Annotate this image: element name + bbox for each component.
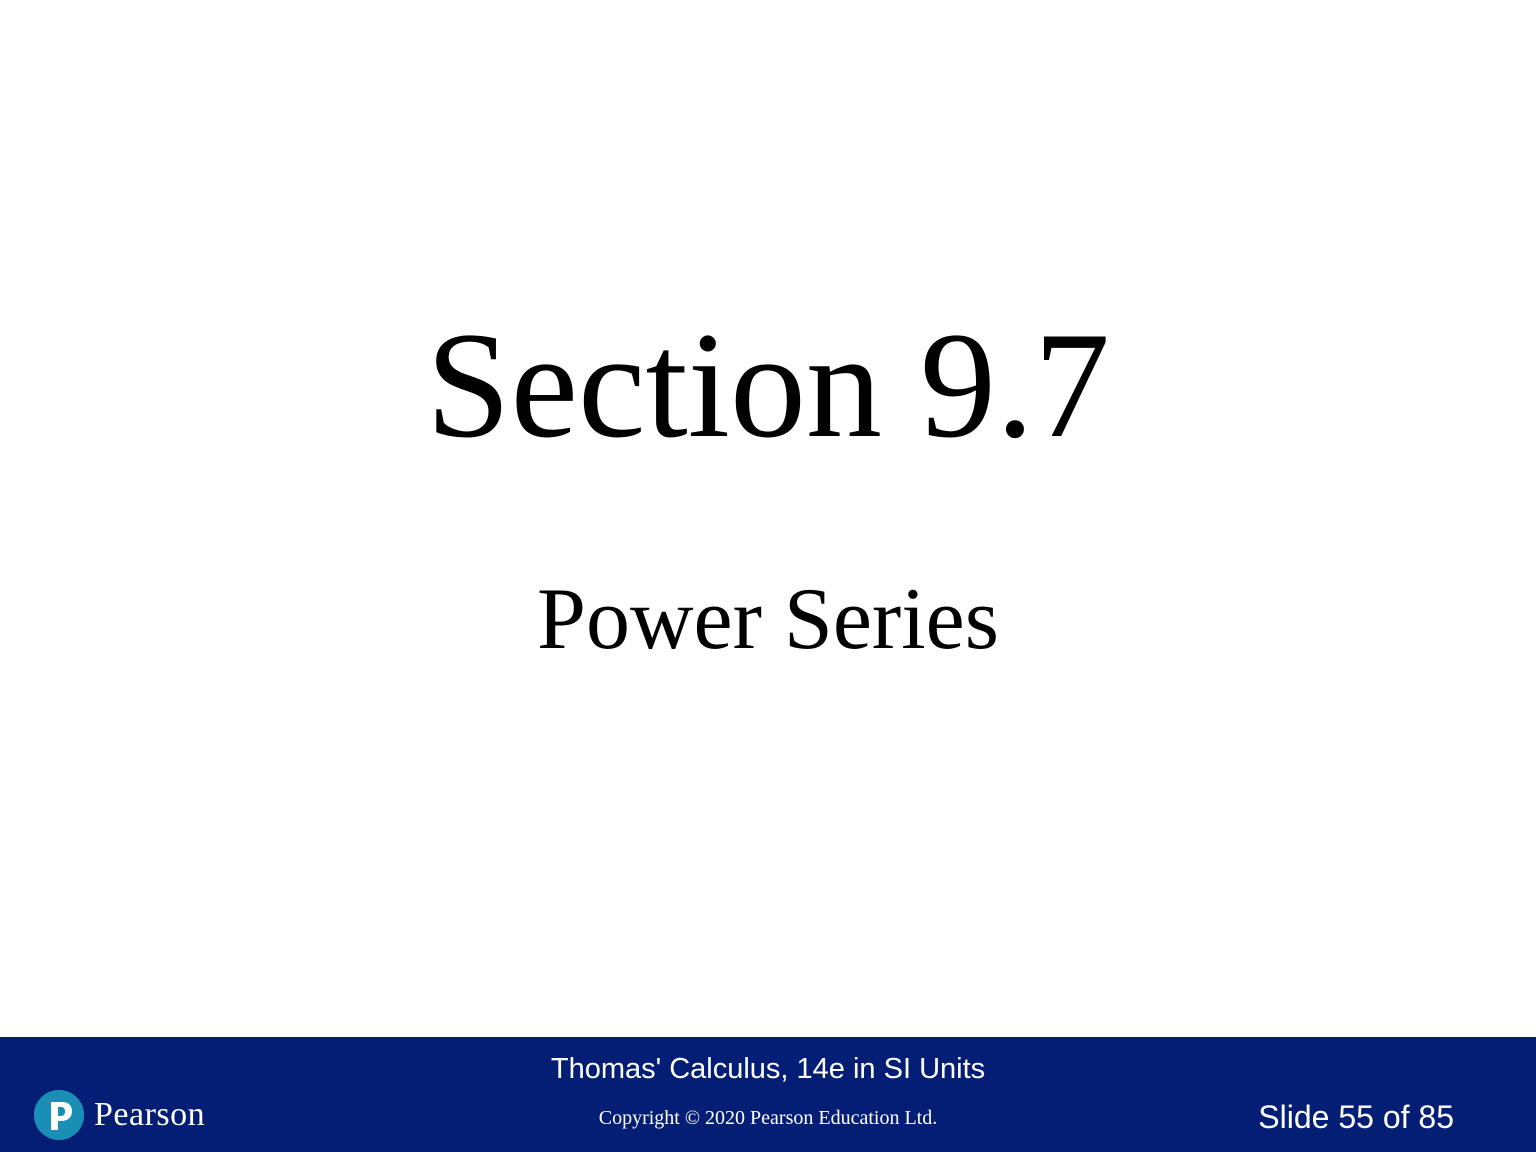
book-title: Thomas' Calculus, 14e in SI Units <box>550 1053 986 1085</box>
copyright-notice: Copyright © 2020 Pearson Education Ltd. <box>598 1107 938 1129</box>
footer-bar <box>0 1037 1536 1152</box>
slide-title: Section 9.7 <box>426 301 1110 469</box>
slide-subtitle: Power Series <box>537 571 999 668</box>
pearson-logo-text: Pearson <box>94 1096 206 1133</box>
slide-number: Slide 55 of 85 <box>1258 1099 1454 1135</box>
pearson-logo-icon <box>34 1090 84 1140</box>
pearson-logo <box>34 1089 205 1141</box>
